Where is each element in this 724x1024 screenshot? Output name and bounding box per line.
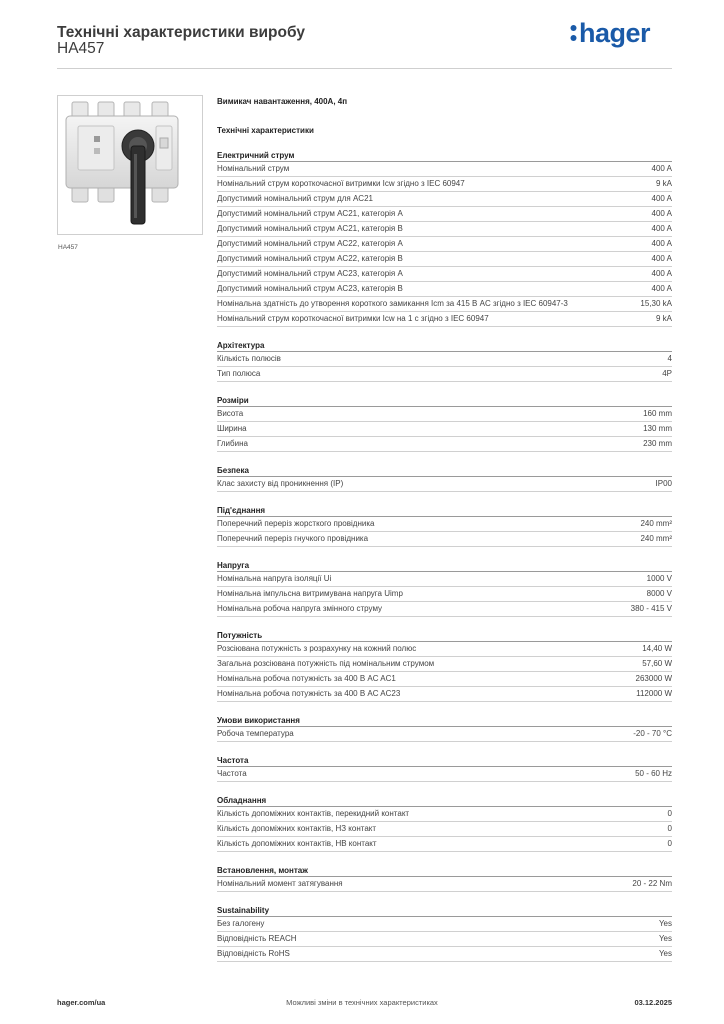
spec-label: Номінальний момент затягування xyxy=(217,879,343,888)
spec-label: Номінальна робоча потужність за 400 В AC AC23 xyxy=(217,689,401,698)
spec-label: Кількість допоміжних контактів, НВ контакт xyxy=(217,839,377,848)
spec-label: Поперечний переріз гнучкого провідника xyxy=(217,534,369,543)
spec-value: 160 mm xyxy=(643,409,672,418)
spec-row xyxy=(217,602,672,617)
spec-label: Частота xyxy=(217,769,247,778)
spec-label: Клас захисту від проникнення (IP) xyxy=(217,479,344,488)
spec-value: 50 - 60 Hz xyxy=(635,769,672,778)
spec-value: 1000 V xyxy=(646,574,672,583)
section-title: Під'єднання xyxy=(217,504,672,517)
section-title: Умови використання xyxy=(217,714,672,727)
section-title: Потужність xyxy=(217,629,672,642)
spec-section xyxy=(217,394,672,452)
spec-value: 400 A xyxy=(651,254,672,263)
spec-label: Допустимий номінальний струм AC23, категорія A xyxy=(217,269,403,278)
header-divider xyxy=(57,68,672,69)
spec-value: 263000 W xyxy=(635,674,672,683)
spec-label: Допустимий номінальний струм AC22, категорія B xyxy=(217,254,403,263)
spec-row xyxy=(217,877,672,892)
spec-value: 400 A xyxy=(651,194,672,203)
spec-heading: Технічні характеристики xyxy=(217,126,314,135)
spec-section xyxy=(217,794,672,852)
spec-row xyxy=(217,312,672,327)
spec-row xyxy=(217,727,672,742)
spec-row xyxy=(217,407,672,422)
product-code: HA457 xyxy=(57,40,105,57)
spec-row xyxy=(217,237,672,252)
spec-row xyxy=(217,672,672,687)
spec-label: Номінальний струм xyxy=(217,164,290,173)
spec-row xyxy=(217,767,672,782)
spec-value: 9 kA xyxy=(655,179,672,188)
spec-value: 400 A xyxy=(651,209,672,218)
spec-row xyxy=(217,267,672,282)
spec-value: 400 A xyxy=(651,284,672,293)
spec-label: Відповідність RoHS xyxy=(217,949,290,958)
spec-value: 240 mm² xyxy=(640,534,672,543)
spec-row xyxy=(217,252,672,267)
spec-value: 400 A xyxy=(651,239,672,248)
spec-label: Допустимий номінальний струм AC23, категорія B xyxy=(217,284,403,293)
spec-section xyxy=(217,904,672,962)
spec-label: Допустимий номінальний струм для AC21 xyxy=(217,194,373,203)
spec-value: 20 - 22 Nm xyxy=(632,879,672,888)
spec-label: Робоча температура xyxy=(217,729,294,738)
spec-section xyxy=(217,339,672,382)
spec-row xyxy=(217,642,672,657)
spec-value: 380 - 415 V xyxy=(630,604,672,613)
spec-value: IP00 xyxy=(655,479,672,488)
spec-row xyxy=(217,282,672,297)
section-title: Sustainability xyxy=(217,904,672,917)
spec-row xyxy=(217,532,672,547)
spec-label: Допустимий номінальний струм AC21, категорія B xyxy=(217,224,403,233)
spec-content xyxy=(217,95,672,962)
spec-value: 400 A xyxy=(651,164,672,173)
spec-row xyxy=(217,917,672,932)
spec-row xyxy=(217,517,672,532)
spec-label: Поперечний переріз жорсткого провідника xyxy=(217,519,375,528)
spec-value: 15,30 kA xyxy=(640,299,672,308)
spec-label: Розсіювана потужність з розрахунку на кожний полюс xyxy=(217,644,417,653)
spec-row xyxy=(217,192,672,207)
spec-row xyxy=(217,352,672,367)
spec-label: Номінальна робоча потужність за 400 В AC AC1 xyxy=(217,674,396,683)
spec-value: 230 mm xyxy=(643,439,672,448)
spec-value: 0 xyxy=(667,809,672,818)
spec-section xyxy=(217,629,672,702)
footer-website: hager.com/ua xyxy=(57,998,106,1007)
spec-label: Кількість допоміжних контактів, НЗ контакт xyxy=(217,824,377,833)
product-description: Вимикач навантаження, 400A, 4п xyxy=(217,97,348,106)
spec-label: Кількість полюсів xyxy=(217,354,281,363)
spec-row xyxy=(217,162,672,177)
spec-row xyxy=(217,947,672,962)
section-title: Архітектура xyxy=(217,339,672,352)
spec-value: 130 mm xyxy=(643,424,672,433)
spec-label: Номінальний струм короткочасної витримки Icw згідно з IEC 60947 xyxy=(217,179,465,188)
svg-text:hager: hager xyxy=(579,18,651,48)
load-switch-illustration xyxy=(58,96,202,234)
spec-section xyxy=(217,714,672,742)
spec-label: Відповідність REACH xyxy=(217,934,297,943)
page-title: Технічні характеристики виробу xyxy=(57,24,305,41)
spec-label: Допустимий номінальний струм AC21, категорія A xyxy=(217,209,403,218)
spec-value: 4P xyxy=(662,369,672,378)
spec-row xyxy=(217,177,672,192)
section-title: Обладнання xyxy=(217,794,672,807)
spec-label: Висота xyxy=(217,409,244,418)
spec-value: 240 mm² xyxy=(640,519,672,528)
spec-label: Допустимий номінальний струм AC22, категорія A xyxy=(217,239,403,248)
spec-section xyxy=(217,559,672,617)
spec-section xyxy=(217,149,672,327)
spec-value: 0 xyxy=(667,839,672,848)
footer-note: Можливі зміни в технічних характеристиках xyxy=(286,998,438,1007)
spec-row xyxy=(217,477,672,492)
spec-label: Номінальна імпульсна витримувана напруга Uimp xyxy=(217,589,403,598)
spec-section xyxy=(217,464,672,492)
spec-sections xyxy=(217,149,672,962)
spec-label: Номінальний струм короткочасної витримки Icw на 1 с згідно з IEC 60947 xyxy=(217,314,489,323)
hager-logo xyxy=(570,14,662,48)
spec-row xyxy=(217,297,672,312)
spec-row xyxy=(217,807,672,822)
spec-value: 112000 W xyxy=(636,689,672,698)
spec-row xyxy=(217,587,672,602)
spec-row xyxy=(217,657,672,672)
product-image xyxy=(57,95,203,235)
spec-section xyxy=(217,864,672,892)
spec-row xyxy=(217,837,672,852)
section-title: Напруга xyxy=(217,559,672,572)
spec-row xyxy=(217,572,672,587)
spec-section xyxy=(217,504,672,547)
spec-value: 14,40 W xyxy=(642,644,672,653)
spec-row xyxy=(217,437,672,452)
spec-label: Номінальна робоча напруга змінного струму xyxy=(217,604,383,613)
spec-value: 9 kA xyxy=(655,314,672,323)
section-title: Частота xyxy=(217,754,672,767)
section-title: Встановлення, монтаж xyxy=(217,864,672,877)
spec-value: 400 A xyxy=(651,224,672,233)
spec-label: Кількість допоміжних контактів, перекидний контакт xyxy=(217,809,410,818)
footer-date: 03.12.2025 xyxy=(634,998,672,1007)
section-title: Електричний струм xyxy=(217,149,672,162)
spec-value: 4 xyxy=(667,354,672,363)
spec-section xyxy=(217,754,672,782)
spec-value: 0 xyxy=(667,824,672,833)
spec-value: 57,60 W xyxy=(642,659,672,668)
spec-label: Номінальна здатність до утворення короткого замикання Icm за 415 В AC згідно з IEC 60947-3 xyxy=(217,299,568,308)
spec-label: Без галогену xyxy=(217,919,265,928)
spec-label: Номінальна напруга ізоляції Ui xyxy=(217,574,332,583)
spec-value: Yes xyxy=(658,949,672,958)
spec-value: -20 - 70 °C xyxy=(633,729,672,738)
spec-label: Загальна розсіювана потужність під номінальним струмом xyxy=(217,659,435,668)
spec-value: Yes xyxy=(658,934,672,943)
spec-row xyxy=(217,367,672,382)
spec-label: Глибина xyxy=(217,439,248,448)
spec-row xyxy=(217,207,672,222)
spec-row xyxy=(217,932,672,947)
product-image-caption: HA457 xyxy=(58,244,78,251)
spec-row xyxy=(217,222,672,237)
section-title: Розміри xyxy=(217,394,672,407)
spec-value: 8000 V xyxy=(646,589,672,598)
spec-row xyxy=(217,422,672,437)
spec-label: Тип полюса xyxy=(217,369,261,378)
spec-row xyxy=(217,822,672,837)
section-title: Безпека xyxy=(217,464,672,477)
spec-value: 400 A xyxy=(651,269,672,278)
spec-row xyxy=(217,687,672,702)
spec-label: Ширина xyxy=(217,424,247,433)
spec-value: Yes xyxy=(658,919,672,928)
